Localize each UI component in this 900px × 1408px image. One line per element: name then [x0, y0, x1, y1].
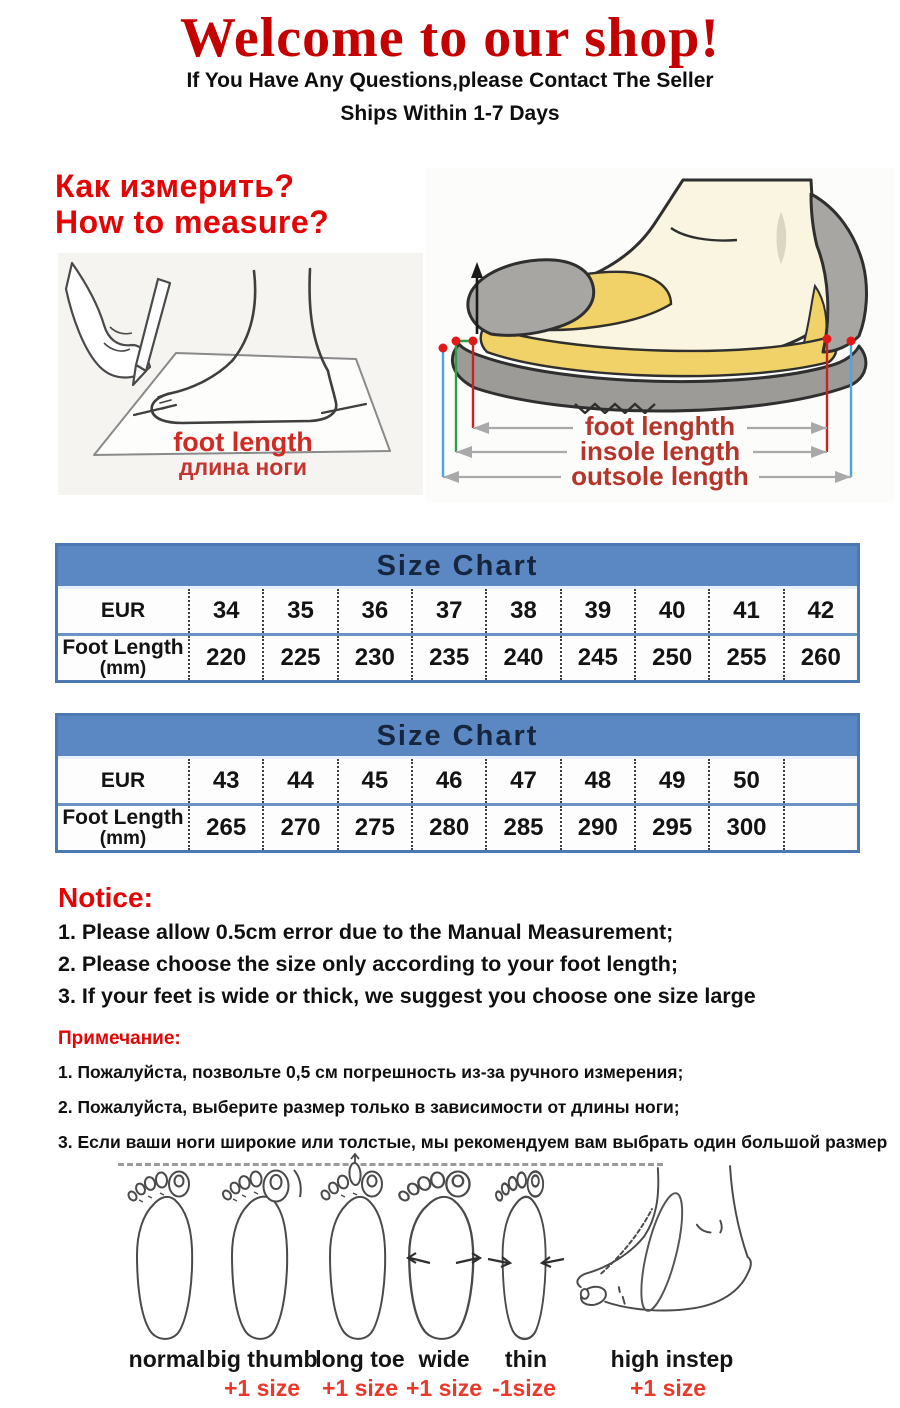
shoe-foot-length-label: foot lenghth [584, 411, 736, 441]
foot-mm-value: 270 [262, 806, 336, 850]
foot-mm-value: 260 [783, 636, 857, 680]
foot-mm-value: 295 [634, 806, 708, 850]
size-adjust-big-thumb: +1 size [223, 1375, 301, 1401]
shipping-note: Ships Within 1-7 Days [340, 102, 560, 125]
measure-heading-ru: Как измерить? [55, 168, 295, 204]
eur-value: 34 [188, 589, 262, 633]
notice-item-3: 3. If your feet is wide or thick, we suggest you choose one size large [58, 984, 756, 1008]
foot-mm-value: 290 [560, 806, 634, 850]
foot-mm-value: 300 [708, 806, 782, 850]
foot-mm-value: 275 [337, 806, 411, 850]
size-chart-1 [55, 543, 860, 683]
foot-length-label-ru: длина ноги [178, 454, 308, 480]
foot-long-toe-illustration [314, 1153, 406, 1347]
eur-value: 40 [634, 589, 708, 633]
notice-ru-item-1: 1. Пожалуйста, позвольте 0,5 см погрешность из-за ручного измерения; [58, 1062, 684, 1082]
shoe-measurement-illustration [425, 168, 895, 503]
foot-mm-value: 220 [188, 636, 262, 680]
page-title: Welcome to our shop! [179, 7, 721, 69]
size-chart-2-eur-row [58, 759, 857, 803]
foot-type-label-normal: normal [128, 1346, 206, 1372]
eur-value: 35 [262, 589, 336, 633]
foot-type-label-long-toe: long toe [315, 1346, 405, 1372]
foot-type-label-thin: thin [504, 1346, 548, 1372]
eur-value: 43 [188, 759, 262, 803]
eur-value: 50 [708, 759, 782, 803]
foot-mm-value: 250 [634, 636, 708, 680]
eur-value: 36 [337, 589, 411, 633]
foot-high-instep-illustration [572, 1162, 772, 1342]
foot-wide-illustration [394, 1167, 494, 1347]
foot-thin-illustration [480, 1167, 572, 1347]
foot-normal-illustration [121, 1167, 213, 1347]
foot-tracing-illustration [58, 253, 423, 495]
foot-mm-value: 255 [708, 636, 782, 680]
eur-value: 39 [560, 589, 634, 633]
foot-type-label-big-thumb: big thumb [206, 1346, 318, 1372]
eur-value: 38 [485, 589, 559, 633]
size-chart-2-footlength-row [58, 803, 857, 850]
foot-mm-value: 280 [411, 806, 485, 850]
eur-value: 42 [783, 589, 857, 633]
size-adjust-long-toe: +1 size [321, 1375, 399, 1401]
size-adjust-wide: +1 size [405, 1375, 483, 1401]
foot-mm-value: 225 [262, 636, 336, 680]
size-chart-2 [55, 713, 860, 853]
eur-value [783, 759, 857, 803]
shoe-outsole-length-label: outsole length [571, 461, 749, 491]
size-chart-1-title: Size Chart [58, 546, 857, 589]
foot-length-label-en: foot length [173, 427, 313, 457]
foot-type-label-high-instep: high instep [610, 1346, 734, 1372]
foot-mm-value: 285 [485, 806, 559, 850]
foot-type-label-wide: wide [418, 1346, 470, 1372]
eur-value: 44 [262, 759, 336, 803]
notice-heading: Notice: [58, 882, 153, 913]
foot-length-label: Foot Length (mm) [62, 636, 184, 680]
notice-ru-item-3: 3. Если ваши ноги широкие или толстые, мы рекомендуем вам выбрать один большой размер [58, 1132, 888, 1152]
size-chart-1-footlength-row [58, 633, 857, 680]
foot-mm-value: 265 [188, 806, 262, 850]
eur-label: EUR [100, 598, 146, 622]
eur-value: 47 [485, 759, 559, 803]
size-adjust-high-instep: +1 size [629, 1375, 707, 1401]
shoe-insole-length-label: insole length [579, 436, 741, 466]
size-chart-1-eur-row [58, 589, 857, 633]
measure-heading-en: How to measure? [55, 204, 330, 240]
notice-ru-item-2: 2. Пожалуйста, выберите размер только в зависимости от длины ноги; [58, 1097, 680, 1117]
foot-mm-value: 240 [485, 636, 559, 680]
eur-value: 46 [411, 759, 485, 803]
notice-ru-heading: Примечание: [58, 1028, 181, 1049]
eur-value: 48 [560, 759, 634, 803]
eur-value: 49 [634, 759, 708, 803]
eur-value: 41 [708, 589, 782, 633]
foot-mm-value: 230 [337, 636, 411, 680]
notice-item-1: 1. Please allow 0.5cm error due to the Manual Measurement; [58, 920, 674, 944]
foot-big-thumb-illustration [216, 1167, 308, 1347]
foot-mm-value: 235 [411, 636, 485, 680]
eur-value: 37 [411, 589, 485, 633]
eur-value: 45 [337, 759, 411, 803]
size-adjust-thin: -1size [492, 1375, 556, 1401]
foot-length-label: Foot Length (mm) [62, 806, 184, 850]
foot-mm-value [783, 806, 857, 850]
eur-label: EUR [100, 768, 146, 792]
notice-item-2: 2. Please choose the size only according to your foot length; [58, 952, 679, 976]
size-chart-2-title: Size Chart [58, 716, 857, 759]
foot-mm-value: 245 [560, 636, 634, 680]
contact-note: If You Have Any Questions,please Contact The Seller [186, 69, 714, 92]
